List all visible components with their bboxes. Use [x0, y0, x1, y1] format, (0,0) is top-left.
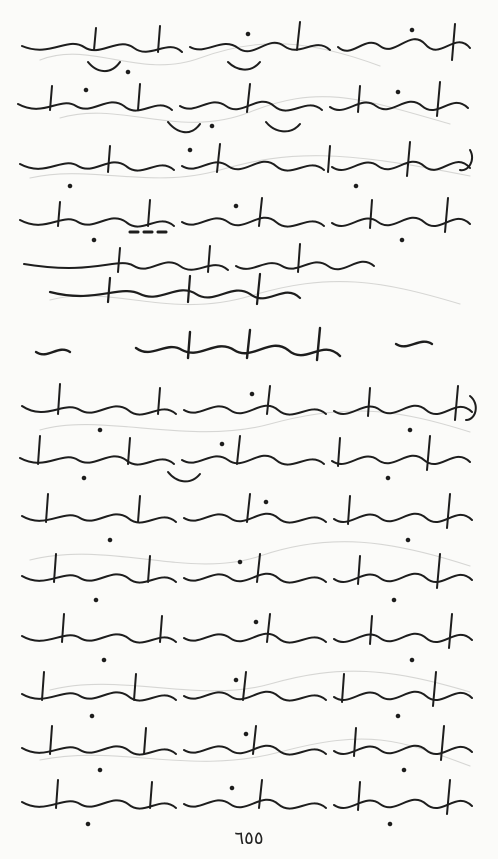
manuscript-line-13	[22, 726, 472, 760]
manuscript-line-7	[22, 384, 476, 420]
manuscript-line-12	[22, 672, 472, 706]
manuscript-line-5	[24, 244, 374, 272]
manuscript-line-4	[20, 198, 470, 232]
manuscript-line-11	[22, 614, 472, 648]
manuscript-heading	[36, 328, 432, 360]
manuscript-line-10	[22, 554, 472, 588]
manuscript-line-14	[22, 780, 472, 814]
manuscript-line-3	[20, 142, 472, 176]
manuscript-line-1	[22, 22, 470, 71]
diacritic-dots	[68, 28, 414, 826]
manuscript-line-6	[50, 274, 300, 304]
page-number: ٦٥٥	[234, 828, 264, 849]
manuscript-line-9	[22, 494, 472, 528]
manuscript-line-8	[20, 436, 470, 481]
